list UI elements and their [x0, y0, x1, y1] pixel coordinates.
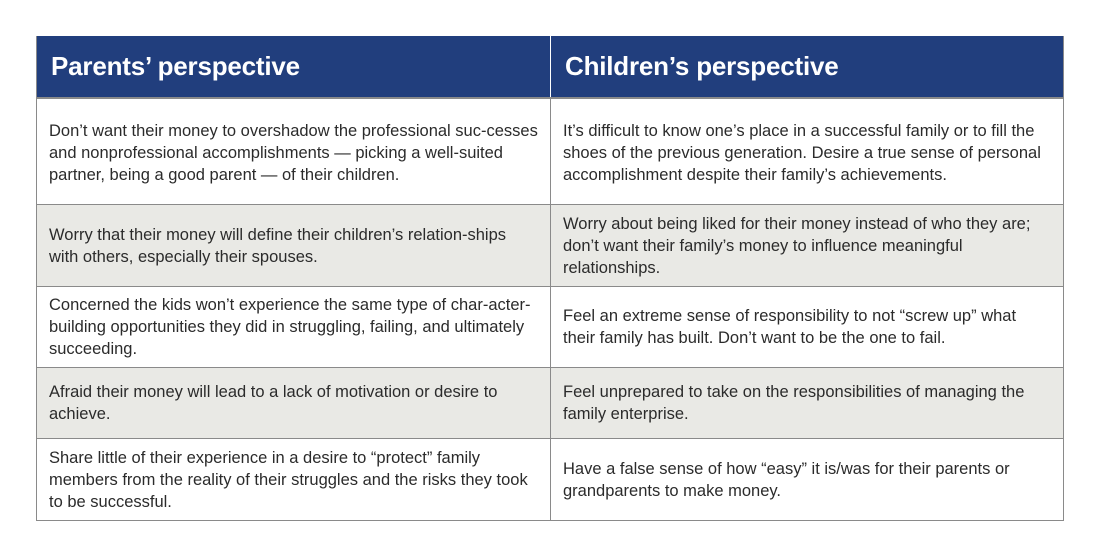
- perspectives-table: [36, 36, 1064, 521]
- table-row: [37, 204, 1063, 286]
- children-cell: It’s difficult to know one’s place in a successful family or to fill the shoes of the previous generation. Desire a true sense of personal accomplishment despite their family’s achievements.: [550, 99, 1063, 204]
- table-header-row: [37, 36, 1063, 98]
- children-cell: Feel unprepared to take on the responsibilities of managing the family enterprise.: [550, 368, 1063, 438]
- parents-cell: Share little of their experience in a desire to “protect” family members from the reality of their struggles and the risks they took to be successful.: [49, 448, 528, 511]
- table-row: [37, 98, 1063, 204]
- header-childrens-perspective: Children’s perspective: [550, 36, 1063, 97]
- children-cell: Feel an extreme sense of responsibility to not “screw up” what their family has built. Don’t want to be the one to fail.: [550, 287, 1063, 367]
- children-cell: Have a false sense of how “easy” it is/was for their parents or grandparents to make money.: [550, 439, 1063, 520]
- table-row: [37, 367, 1063, 438]
- parents-cell: Worry that their money will define their children’s relation-ships with others, especially their spouses.: [49, 225, 507, 266]
- children-cell: Worry about being liked for their money instead of who they are; don’t want their family’s money to influence meaningful relationships.: [550, 205, 1063, 286]
- table-row: [37, 286, 1063, 367]
- parents-cell: Don’t want their money to overshadow the professional suc-cesses and nonprofessional accomplishments — picking a well-suited partner, being a good parent — of their children.: [49, 121, 538, 184]
- parents-cell: Concerned the kids won’t experience the same type of char-acter-building opportunities they did in struggling, failing, and ultimately succeeding.: [49, 296, 531, 358]
- header-parents-perspective: Parents’ perspective: [51, 51, 300, 81]
- parents-cell: Afraid their money will lead to a lack of motivation or desire to achieve.: [49, 383, 498, 423]
- table-row: [37, 438, 1063, 520]
